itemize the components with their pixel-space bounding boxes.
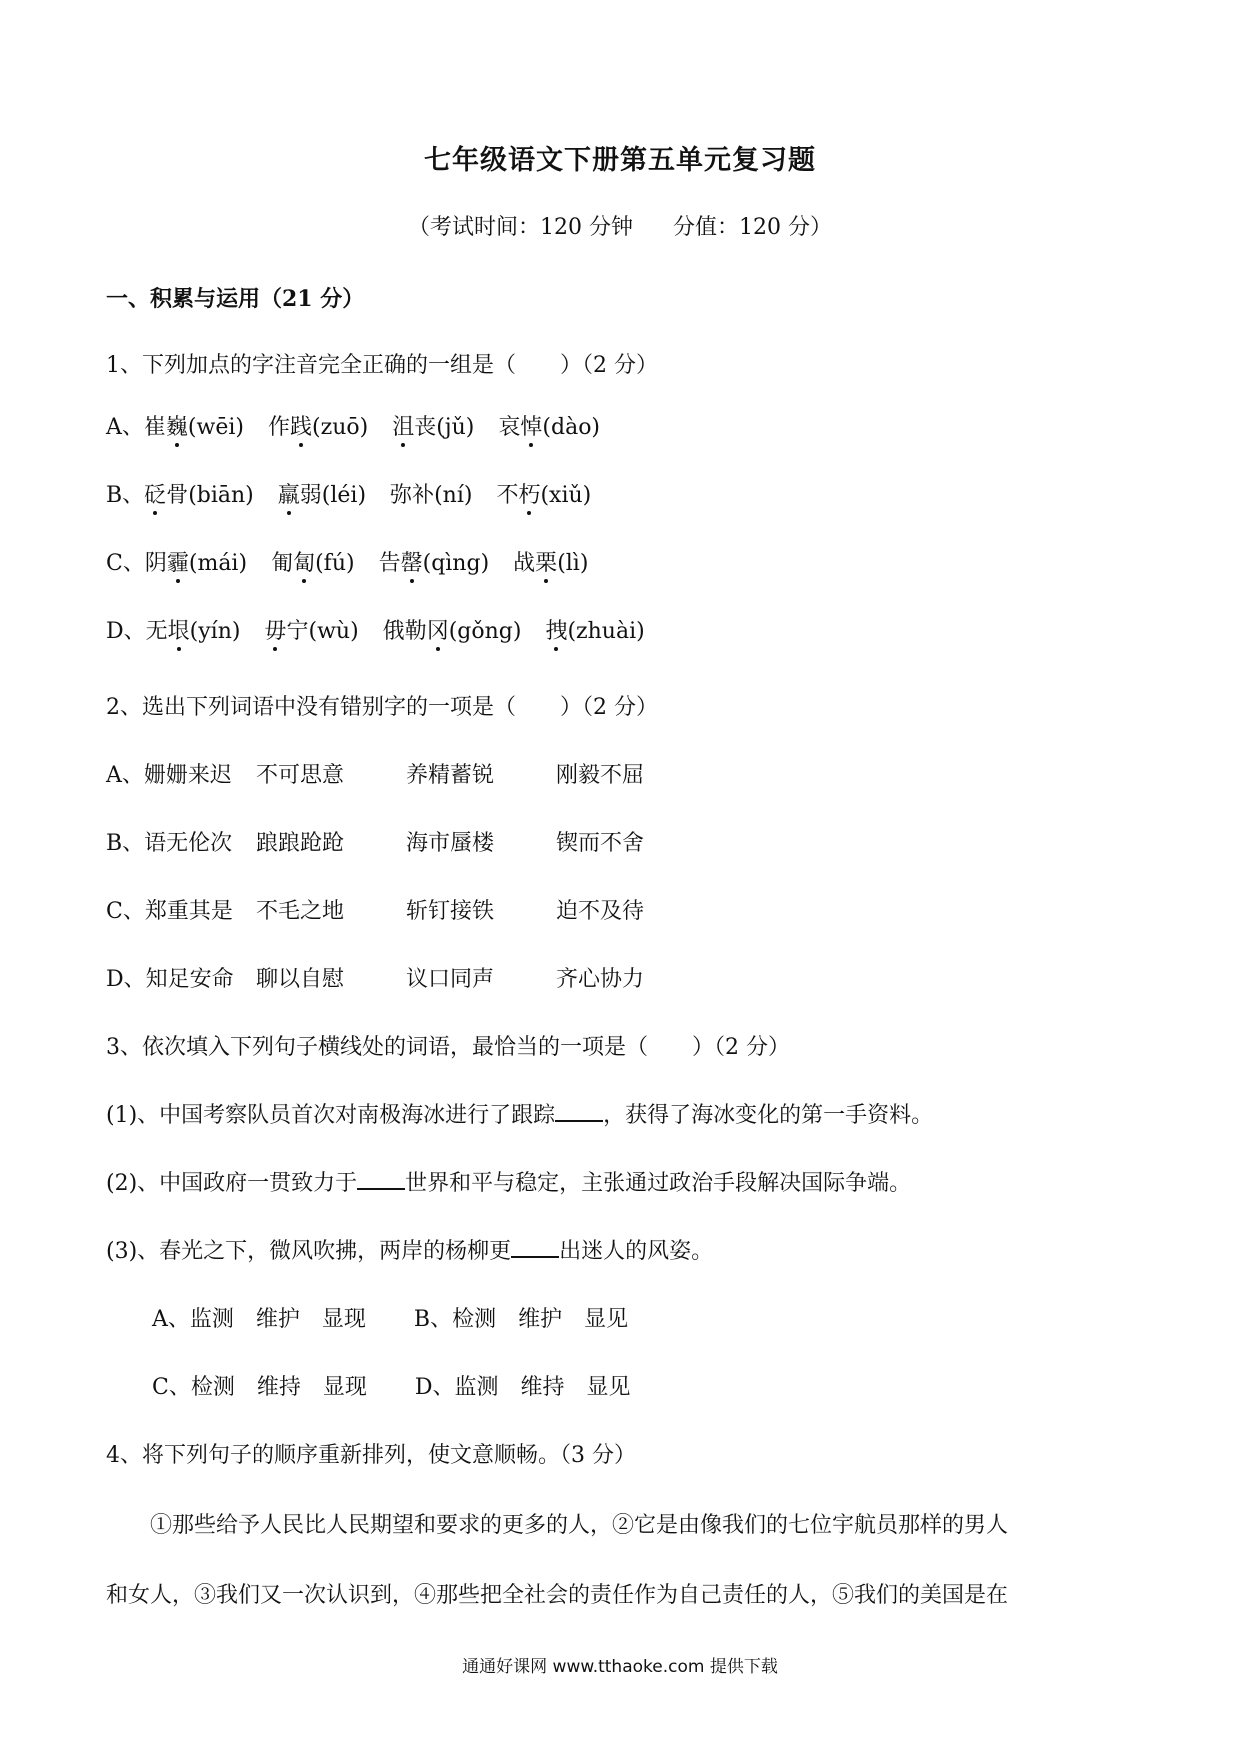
q2-c-2: 不毛之地: [256, 899, 345, 924]
q1-word-post: 弱(léi): [299, 483, 367, 508]
q2-a-3: 养精蓄锐: [406, 763, 495, 788]
q1-word-post: (yín): [189, 619, 241, 644]
q1-option-prefix: D、: [106, 619, 146, 644]
q3-s2-text-a: (2)、中国政府一贯致力于: [106, 1171, 358, 1196]
q1-word-pre: 不: [496, 483, 519, 508]
q4-paragraph-line-1: ①那些给予人民比人民期望和要求的更多的人，②它是由像我们的七位宇航员那样的男人: [150, 1513, 1009, 1538]
q2-c-1: C、郑重其是: [106, 899, 233, 924]
q1-word-pre: 作: [267, 415, 290, 440]
q3-s3-text-a: (3)、春光之下，微风吹拂，两岸的杨柳更: [106, 1239, 512, 1264]
q3-choice-d-2: 维持: [520, 1375, 565, 1400]
q1-dotted-char: 拽: [545, 614, 567, 645]
q1-word-post: (xiǔ): [540, 483, 592, 508]
q1-option-prefix: B、: [106, 483, 145, 508]
q1-word-post: 宁(wù): [286, 619, 359, 644]
q1-dotted-char: 朽: [518, 478, 540, 509]
q2-a-2: 不可思意: [256, 763, 345, 788]
q2-c-3: 斩钉接铁: [406, 899, 495, 924]
q3-sentence-3: [106, 1234, 713, 1265]
q1-dotted-char: 羸: [278, 478, 300, 509]
q2-a-1: A、姗姗来迟: [106, 763, 232, 788]
q3-choices-row-1: [152, 1302, 650, 1333]
q3-choice-b-2: 维护: [518, 1307, 563, 1332]
exam-time: （考试时间：120 分钟: [408, 215, 633, 240]
q1-word-pre: 无: [145, 619, 168, 644]
page-title: 七年级语文下册第五单元复习题: [424, 145, 816, 176]
q1-dotted-char: 悼: [520, 410, 542, 441]
q3-choice-b-3: 显见: [584, 1307, 629, 1332]
q3-choice-b-1: B、检测: [413, 1307, 497, 1332]
q1-word: [513, 546, 588, 577]
q3-choices-row-2: [152, 1370, 653, 1401]
q3-choice-c-1: C、检测: [152, 1375, 235, 1400]
q3-choice-a-2: 维护: [255, 1307, 300, 1332]
q1-word-post: (qìng): [422, 551, 490, 576]
q1-dotted-char: 沮: [392, 410, 414, 441]
q3-choice-c-3: 显现: [322, 1375, 367, 1400]
q1-word: [264, 614, 358, 645]
q4-stem: 4、将下列句子的顺序重新排列，使文意顺畅。（3 分）: [106, 1443, 636, 1468]
q1-word-pre: 俄勒: [382, 619, 427, 644]
q1-word-post: (lì): [557, 551, 589, 576]
q1-word-post: (wēi): [187, 415, 244, 440]
q1-word-post: (gǒng): [448, 619, 522, 644]
q3-sentence-2: [106, 1166, 911, 1197]
q2-d-2: 聊以自慰: [256, 967, 345, 992]
exam-info: [0, 210, 1240, 241]
q3-blank-3: [511, 1238, 559, 1258]
q4-paragraph-line-2: 和女人，③我们又一次认识到，④那些把全社会的责任作为自己责任的人，⑤我们的美国是在: [106, 1583, 1009, 1608]
q1-option-a: [106, 410, 600, 441]
q1-word: [278, 478, 366, 509]
q1-dotted-char: 霾: [167, 546, 189, 577]
q1-word-post: (zuō): [312, 415, 369, 440]
q2-option-c: [106, 894, 706, 925]
q1-word-post: (fú): [315, 551, 355, 576]
q1-dotted-char: 冈: [427, 614, 449, 645]
q1-option-prefix: C、: [106, 551, 145, 576]
q1-dotted-char: 栗: [535, 546, 557, 577]
q3-choice-a-3: 显现: [321, 1307, 366, 1332]
q2-a-4: 刚毅不屈: [556, 763, 645, 788]
q1-word: [383, 614, 522, 645]
q1-word: [268, 410, 368, 441]
q1-word-post: 丧(jǔ): [414, 415, 475, 440]
q1-word-pre: 战: [513, 551, 536, 576]
q1-stem: 1、下列加点的字注音完全正确的一组是（ ）（2 分）: [106, 353, 658, 378]
q1-dotted-char: 罄: [401, 546, 423, 577]
q1-option-c: [106, 546, 588, 577]
q1-dotted-char: 砭: [144, 478, 166, 509]
q1-word-pre: 弥: [390, 483, 413, 508]
q1-word: [498, 410, 600, 441]
q3-sentence-1: [106, 1098, 933, 1129]
q2-b-1: B、语无伦次: [106, 831, 233, 856]
q1-word: [144, 478, 254, 509]
q3-blank-1: [555, 1102, 603, 1122]
q1-word: [271, 546, 355, 577]
q1-word-pre: 匍: [271, 551, 294, 576]
q1-word-pre: 哀: [498, 415, 521, 440]
q1-word: [146, 614, 241, 645]
q2-stem: 2、选出下列词语中没有错别字的一项是（ ）（2 分）: [106, 695, 658, 720]
q3-choice-d-1: D、监测: [414, 1375, 499, 1400]
q1-word-post: (dào): [542, 415, 601, 440]
q1-word: [496, 478, 591, 509]
q3-s3-text-b: 出迷人的风姿。: [559, 1239, 714, 1264]
section-heading: 一、积累与运用（21 分）: [106, 286, 365, 312]
q2-d-3: 议口同声: [406, 967, 495, 992]
q2-b-2: 踉踉跄跄: [256, 831, 345, 856]
q1-word-pre: 阴: [144, 551, 167, 576]
q3-choice-c-2: 维持: [256, 1375, 301, 1400]
q1-word: [545, 614, 644, 645]
q1-word: [144, 410, 244, 441]
q3-s1-text-b: ，获得了海冰变化的第一手资料。: [603, 1103, 934, 1128]
q3-s1-text-a: (1)、中国考察队员首次对南极海冰进行了跟踪: [106, 1103, 556, 1128]
q1-dotted-char: 毋: [264, 614, 286, 645]
q1-dotted-char: 巍: [166, 410, 188, 441]
q2-b-4: 锲而不舍: [556, 831, 645, 856]
q1-word-post: (zhuài): [567, 619, 645, 644]
q2-option-a: [106, 758, 706, 789]
q3-choice-a-1: A、监测: [152, 1307, 234, 1332]
q1-word-post: 补(ní): [412, 483, 473, 508]
q1-option-prefix: A、: [106, 415, 144, 440]
q1-word-post: (mái): [188, 551, 248, 576]
q1-word: [392, 410, 474, 441]
q1-option-b: [106, 478, 591, 509]
exam-score: 分值：120 分）: [673, 215, 832, 240]
q2-d-4: 齐心协力: [556, 967, 645, 992]
q2-option-b: [106, 826, 706, 857]
q3-choice-d-3: 显见: [586, 1375, 631, 1400]
q1-word: [145, 546, 247, 577]
q1-word: [390, 478, 472, 509]
q1-option-d: [106, 614, 645, 645]
q3-stem: 3、依次填入下列句子横线处的词语，最恰当的一项是（ ）（2 分）: [106, 1035, 790, 1060]
q1-word-pre: 告: [378, 551, 401, 576]
q1-word-post: 骨(biān): [166, 483, 254, 508]
q3-blank-2: [357, 1170, 405, 1190]
q2-option-d: [106, 962, 706, 993]
q1-dotted-char: 匐: [293, 546, 315, 577]
q2-d-1: D、知足安命: [106, 967, 234, 992]
q1-word-pre: 崔: [143, 415, 166, 440]
q1-dotted-char: 践: [290, 410, 312, 441]
q2-b-3: 海市蜃楼: [406, 831, 495, 856]
q2-c-4: 迫不及待: [556, 899, 645, 924]
q1-dotted-char: 垠: [168, 614, 190, 645]
q3-s2-text-b: 世界和平与稳定，主张通过政治手段解决国际争端。: [405, 1171, 912, 1196]
page-footer: 通通好课网 www.tthaoke.com 提供下载: [462, 1657, 778, 1677]
q1-word: [379, 546, 490, 577]
